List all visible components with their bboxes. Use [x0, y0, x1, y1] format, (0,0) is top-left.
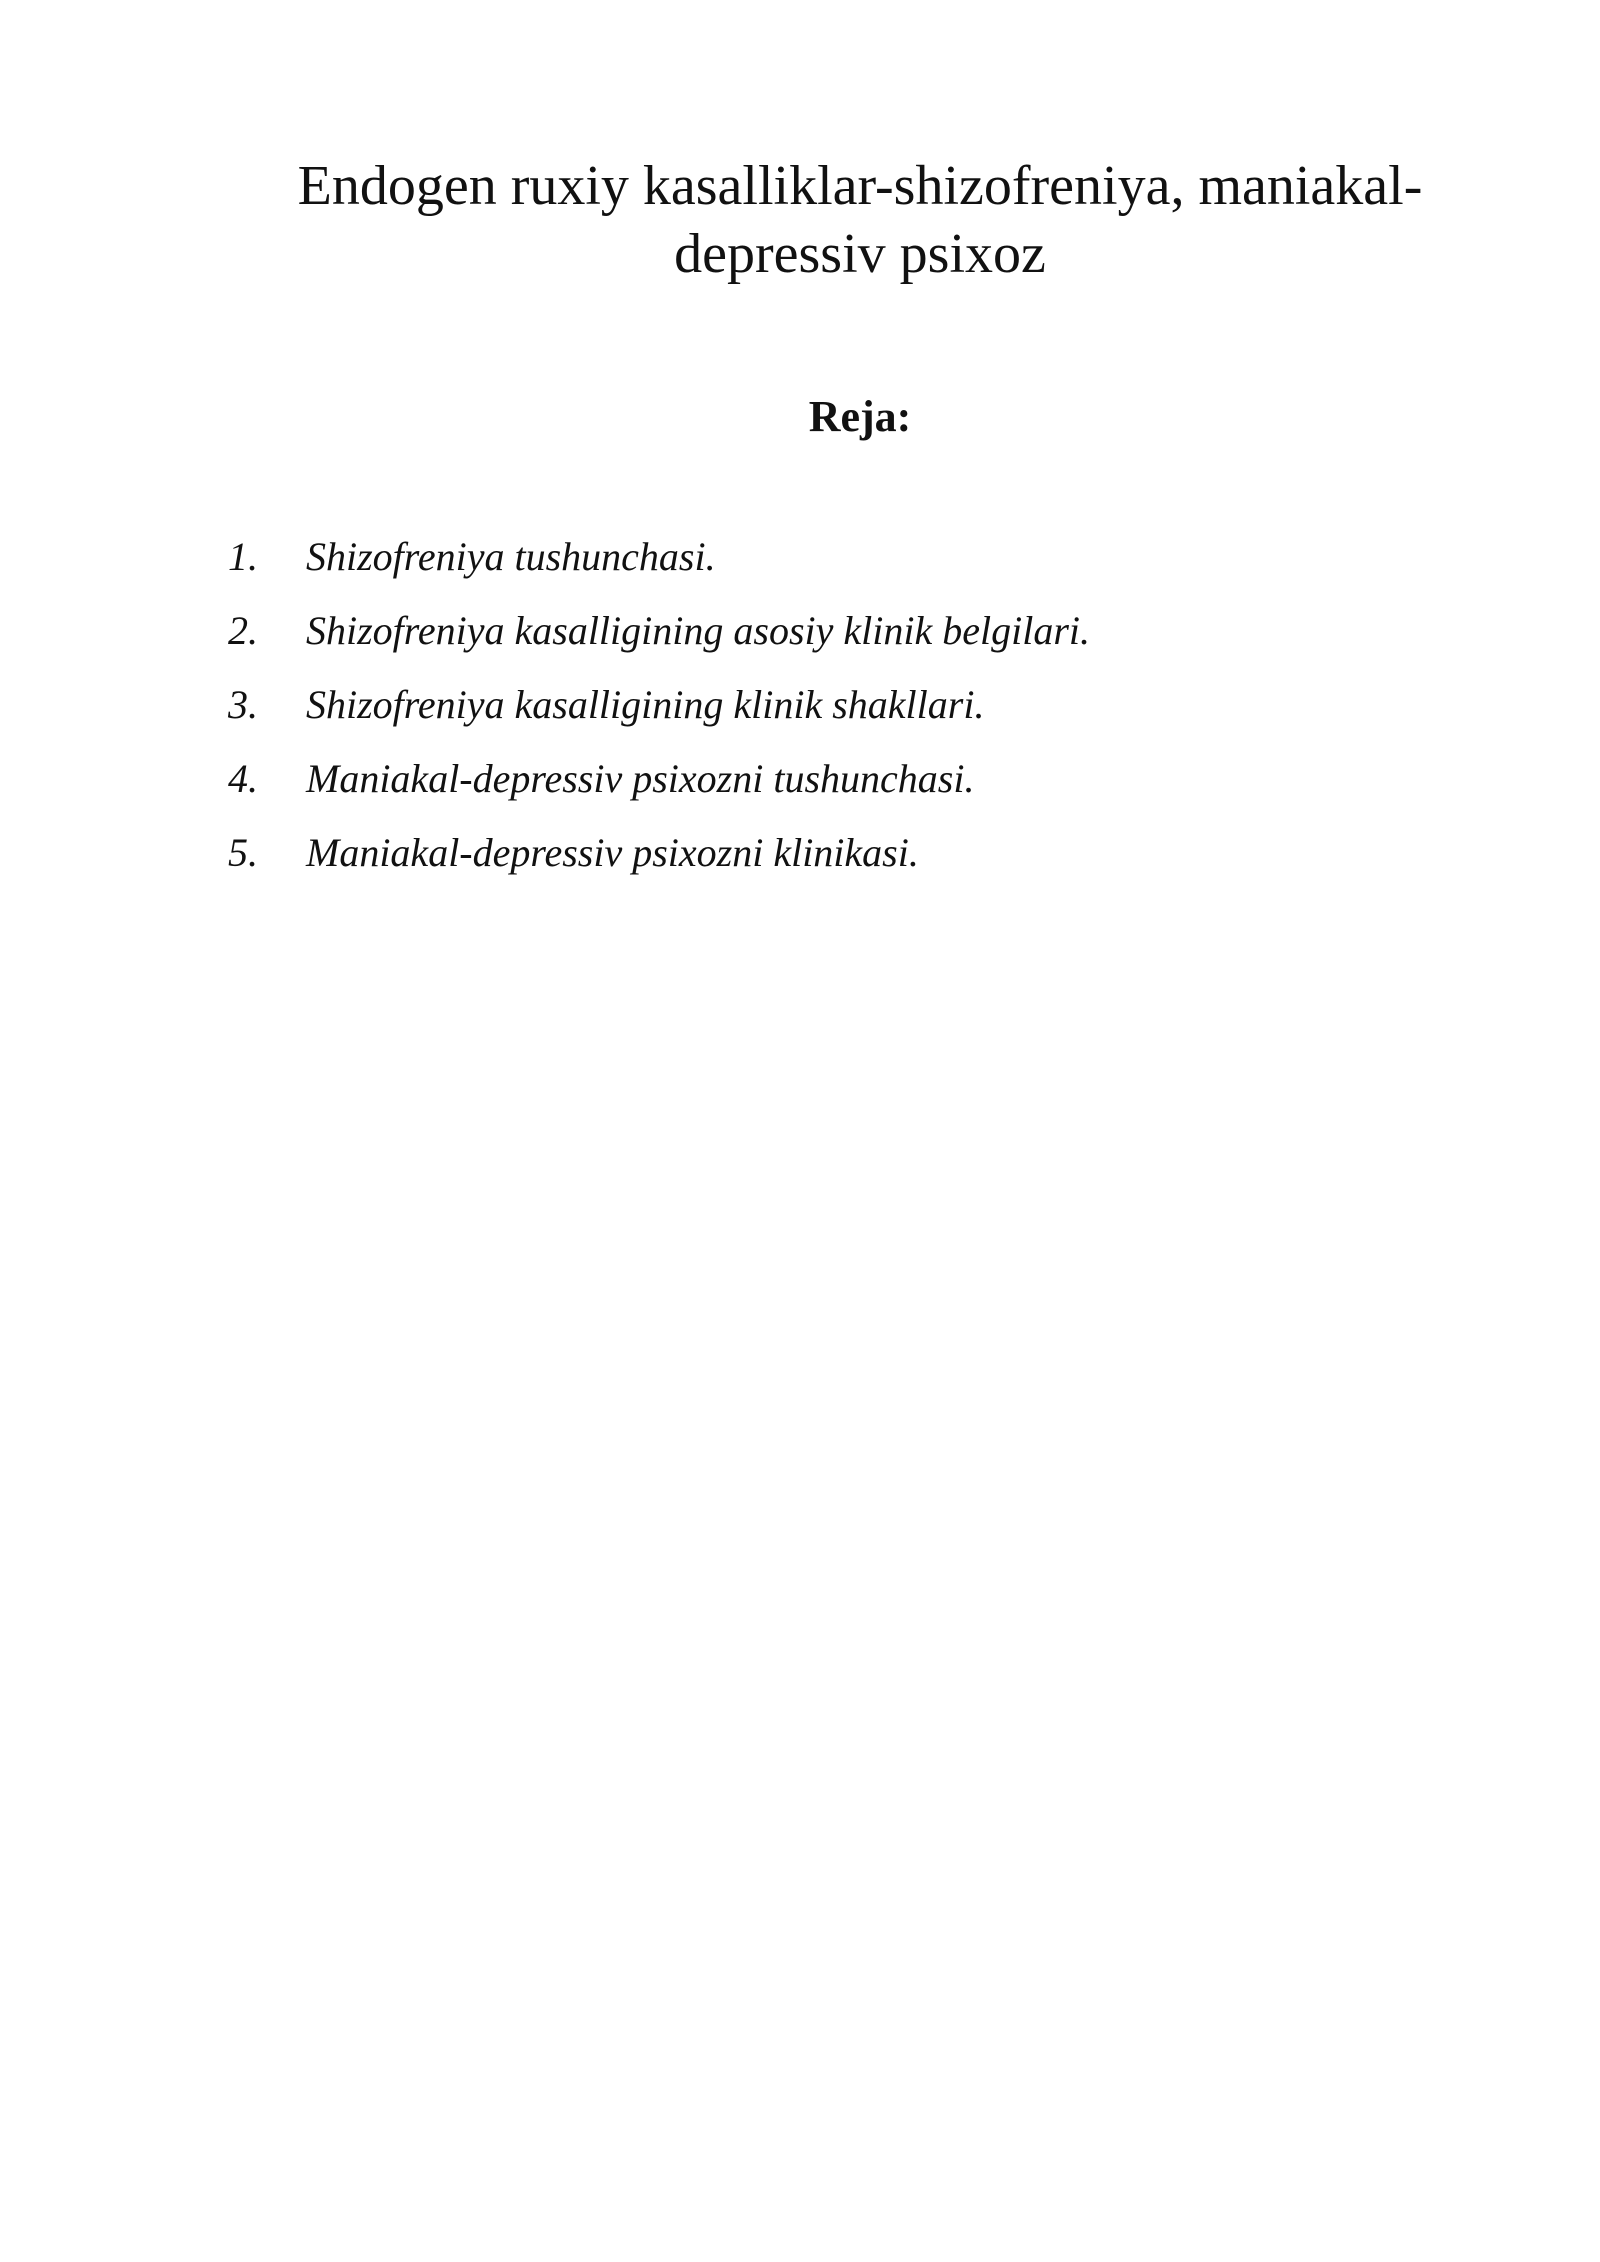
list-item-text: Shizofreniya kasalligining klinik shakllari.: [306, 682, 985, 727]
title-line-2: depressiv psixoz: [674, 223, 1046, 285]
list-item-number: 4.: [228, 756, 258, 801]
title-line-1: Endogen ruxiy kasalliklar-shizofreniya, maniakal-: [297, 155, 1423, 217]
list-item-number: 1.: [228, 534, 258, 579]
plan-heading: Reja:: [808, 392, 912, 441]
list-item: [228, 528, 1428, 602]
list-item: [228, 824, 1428, 898]
list-item-text: Shizofreniya kasalligining asosiy klinik belgilari.: [306, 608, 1091, 653]
plan-list: [228, 528, 1428, 898]
page-title: [240, 152, 1480, 288]
list-item-text: Maniakal-depressiv psixozni klinikasi.: [306, 830, 919, 875]
list-item: [228, 602, 1428, 676]
list-item-number: 5.: [228, 830, 258, 875]
list-item-number: 2.: [228, 608, 258, 653]
list-item-text: Shizofreniya tushunchasi.: [306, 534, 716, 579]
list-item: [228, 750, 1428, 824]
list-item-number: 3.: [228, 682, 258, 727]
list-item: [228, 676, 1428, 750]
list-item-text: Maniakal-depressiv psixozni tushunchasi.: [306, 756, 975, 801]
